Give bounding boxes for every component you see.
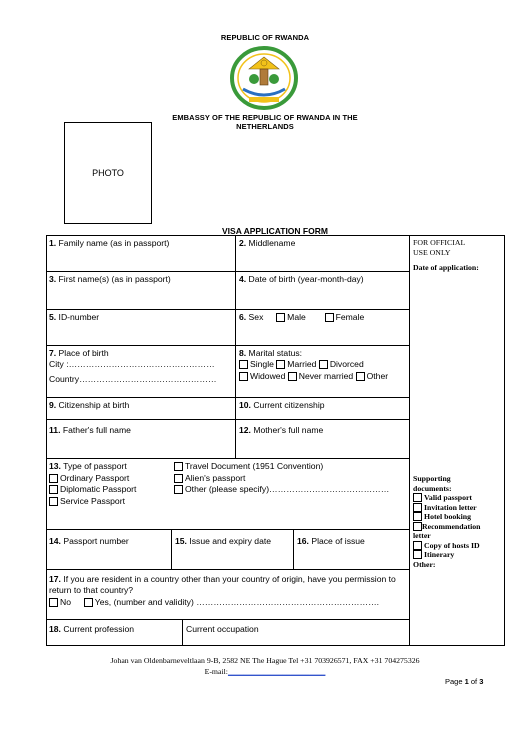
recommendation-checkbox[interactable] (413, 522, 422, 531)
middlename-field[interactable]: 2. Middlename (236, 235, 410, 272)
photo-box (64, 122, 152, 224)
passport-type-field: 13. Type of passport Ordinary Passport Diplomatic Passport Service Passport Travel Document (1951 Convention) Alien's passport Other (please specify)…………………………………… (46, 459, 410, 530)
mothers-name-field[interactable]: 12. Mother's full name (236, 420, 410, 459)
recommendation-letter-label: letter (413, 531, 431, 540)
hotel-booking-label: Hotel booking (424, 512, 472, 521)
male-checkbox[interactable] (276, 313, 285, 322)
invitation-letter-checkbox[interactable] (413, 503, 422, 512)
never-married-checkbox[interactable] (288, 372, 297, 381)
travel-document-checkbox[interactable] (174, 462, 183, 471)
hosts-id-label: Copy of hosts ID (424, 540, 480, 550)
form-title: VISA APPLICATION FORM (222, 226, 328, 236)
hotel-booking-checkbox[interactable] (413, 512, 422, 521)
yes-permission-checkbox[interactable] (84, 598, 93, 607)
photo-label: PHOTO (92, 168, 124, 178)
issue-expiry-field[interactable]: 15. Issue and expiry date (172, 530, 294, 570)
place-of-issue-field[interactable]: 16. Place of issue (294, 530, 410, 570)
current-profession-field[interactable]: 18. Current profession (46, 620, 183, 646)
family-name-field[interactable]: 1. Family name (as in passport) (46, 235, 236, 272)
republic-heading: REPUBLIC OF RWANDA (220, 33, 310, 42)
current-citizenship-field[interactable]: 10. Current citizenship (236, 398, 410, 420)
fathers-name-field[interactable]: 11. Father's full name (46, 420, 236, 459)
valid-passport-checkbox[interactable] (413, 493, 422, 502)
email-label: E-mail: (204, 667, 228, 676)
footer-address: Johan van Oldenbarneveltlaan 9-B, 2582 NE The Hague Tel +31 703926571, FAX +31 704275326 (110, 656, 420, 665)
hosts-id-checkbox[interactable] (413, 541, 422, 550)
citizenship-at-birth-field[interactable]: 9. Citizenship at birth (46, 398, 236, 420)
valid-passport-label: Valid passport (424, 493, 473, 502)
aliens-passport-checkbox[interactable] (174, 474, 183, 483)
official-use-panel (410, 235, 505, 646)
residence-permission-field: 17. If you are resident in a country other than your country of origin, have you permission to return to that country? No Yes, (number and validity) ………………………………………………………. (46, 570, 410, 620)
itinerary-checkbox[interactable] (413, 550, 422, 559)
service-passport-checkbox[interactable] (49, 497, 58, 506)
official-line-1: FOR OFFICIAL (413, 238, 466, 247)
married-checkbox[interactable] (276, 360, 285, 369)
footer-email (0, 667, 530, 676)
current-occupation-field[interactable]: Current occupation (183, 620, 410, 646)
date-of-application-label: Date of application: (413, 263, 479, 272)
single-checkbox[interactable] (239, 360, 248, 369)
city-line[interactable]: City :…………………………………………… (49, 359, 215, 369)
other-docs-label: Other: (413, 559, 436, 569)
embassy-heading: EMBASSY OF THE REPUBLIC OF RWANDA IN THE NETHERLANDS (172, 113, 358, 131)
invitation-letter-label: Invitation letter (424, 502, 477, 512)
ordinary-passport-checkbox[interactable] (49, 474, 58, 483)
itinerary-label: Itinerary (424, 550, 455, 559)
id-number-field[interactable]: 5. ID-number (46, 310, 236, 346)
first-name-field[interactable]: 3. First name(s) (as in passport) (46, 272, 236, 310)
country-line[interactable]: Country………………………………………… (49, 374, 217, 384)
divorced-checkbox[interactable] (319, 360, 328, 369)
other-passport-checkbox[interactable] (174, 485, 183, 494)
no-permission-checkbox[interactable] (49, 598, 58, 607)
diplomatic-passport-checkbox[interactable] (49, 485, 58, 494)
other-marital-checkbox[interactable] (356, 372, 365, 381)
female-checkbox[interactable] (325, 313, 334, 322)
date-of-birth-field[interactable]: 4. Date of birth (year-month-day) (236, 272, 410, 310)
supporting-label-1: Supporting (413, 474, 451, 483)
email-link[interactable]: _________________________ (227, 667, 326, 676)
rwanda-emblem-icon (229, 45, 299, 111)
sex-field: 6. Sex Male Female (236, 310, 410, 346)
place-of-birth-field[interactable]: 7. Place of birth City :…………………………………………… Country………………………………………… (46, 346, 236, 398)
page-indicator: Page 1 of 3 (445, 677, 484, 686)
passport-number-field[interactable]: 14. Passport number (46, 530, 172, 570)
marital-status-field: 8. Marital status: Single Married Divorced Widowed Never married Other (236, 346, 410, 398)
official-line-2: USE ONLY (413, 247, 451, 257)
recommendation-label: Recommendation (422, 521, 481, 531)
supporting-label-2: documents: (413, 483, 452, 493)
widowed-checkbox[interactable] (239, 372, 248, 381)
